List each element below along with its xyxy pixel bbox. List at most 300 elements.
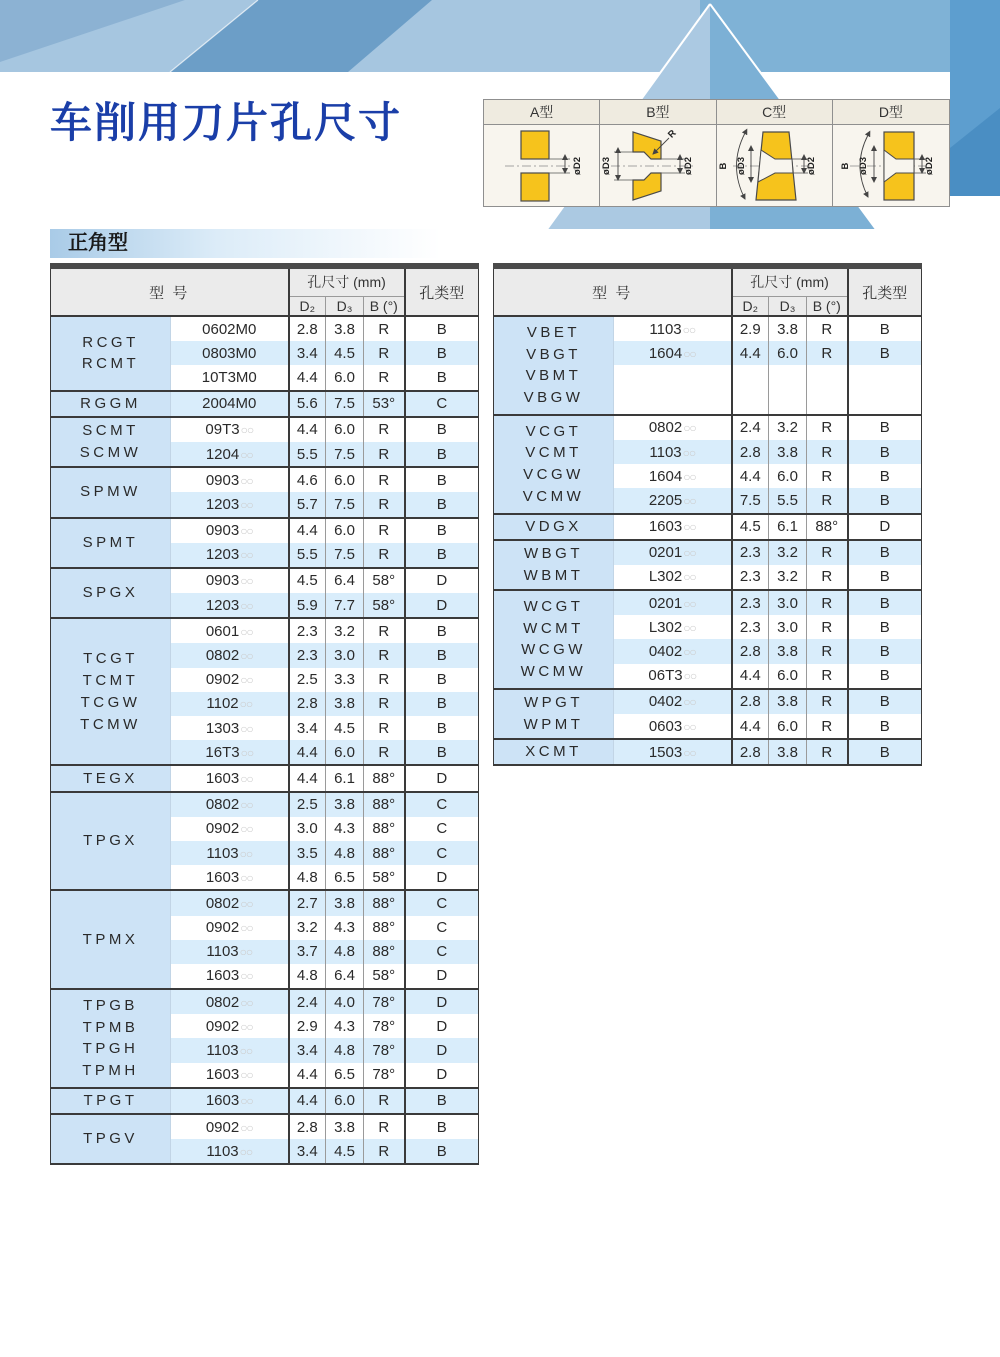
size-cell: [614, 440, 732, 464]
b-angle-value: 88°: [364, 817, 405, 841]
size-placeholder-circles: ○○: [683, 645, 696, 660]
size-cell: [614, 615, 732, 639]
size-cell: [171, 467, 289, 492]
b-angle-value: R: [364, 692, 405, 716]
hole-type-a-drawing: [485, 126, 599, 205]
size-cell: [614, 316, 732, 341]
model-name: WCGT: [523, 597, 584, 615]
hole-type-d-drawing: [834, 126, 948, 205]
b-angle-value: 88°: [364, 916, 405, 940]
d3-value: 3.8: [326, 890, 364, 915]
b-angle-value: R: [364, 1139, 405, 1164]
d3-value: 6.0: [769, 464, 807, 488]
model-name: TPGX: [83, 832, 138, 850]
size-placeholder-circles: ○○: [682, 322, 696, 337]
b-angle-value: R: [364, 492, 405, 517]
size-cell: [614, 590, 732, 615]
d3-value: 6.0: [326, 1088, 364, 1114]
hole-type-b-drawing: [601, 126, 715, 205]
d2-value: 2.8: [732, 689, 769, 714]
size-placeholder-circles: ○○: [240, 574, 253, 589]
size-text: 0201: [648, 544, 683, 562]
size-placeholder-circles: ○○: [240, 473, 253, 488]
size-cell: [171, 593, 289, 618]
hole-type-value: [848, 390, 922, 415]
d2-value: 2.3: [732, 565, 769, 590]
size-placeholder-circles: ○○: [240, 423, 254, 438]
size-text: 1603: [205, 1066, 240, 1084]
d3-value: 4.8: [326, 940, 364, 964]
hole-type-b-label: B型: [600, 100, 715, 125]
size-placeholder-circles: ○○: [682, 445, 696, 460]
d2-value: 3.5: [289, 841, 326, 865]
table-row: [494, 689, 922, 714]
d2-value: 5.5: [289, 543, 326, 568]
d3-value: 6.0: [326, 365, 364, 390]
size-placeholder-circles: ○○: [239, 697, 253, 712]
hole-type-value: B: [436, 719, 447, 737]
d2-value: 2.3: [289, 643, 326, 667]
size-text: 0903: [205, 522, 240, 540]
d2-value: 2.8: [732, 440, 769, 464]
model-group-cell: [51, 1088, 171, 1114]
dim-d2-label: øD2: [923, 157, 935, 175]
size-cell: [171, 765, 289, 791]
size-placeholder-circles: ○○: [240, 598, 253, 613]
d2-value: 2.4: [289, 989, 326, 1014]
hole-type-value: B: [848, 440, 922, 464]
b-angle-value: R: [364, 442, 405, 467]
b-angle-value: 88°: [364, 940, 405, 964]
size-text: 1603: [205, 769, 240, 787]
hole-type-value: D: [405, 568, 479, 593]
model-group-cell: [51, 417, 171, 467]
size-placeholder-circles: ○○: [240, 673, 253, 688]
model-group-cell: [494, 514, 614, 540]
size-text: 0802: [205, 647, 240, 665]
size-cell: [171, 442, 289, 467]
d3-value: 6.0: [326, 740, 364, 765]
size-text: 1103: [206, 943, 239, 961]
table-row: [494, 739, 922, 765]
d2-value: 4.4: [289, 365, 326, 390]
hole-type-value: B: [436, 368, 447, 386]
d3-value: 7.5: [326, 391, 364, 417]
col-header-b-angle: B (°): [364, 296, 405, 316]
size-text: 0902: [205, 820, 240, 838]
size-text: 16T3: [205, 743, 240, 761]
b-angle-value: 58°: [364, 568, 405, 593]
page-title: 车削用刀片孔尺寸: [50, 99, 403, 146]
d3-value: [769, 390, 807, 415]
d2-value: 3.4: [289, 1038, 326, 1062]
size-placeholder-circles: ○○: [683, 745, 696, 760]
size-cell: [614, 714, 732, 739]
hole-type-value: B: [405, 1114, 479, 1139]
model-group-cell: [51, 618, 171, 765]
d3-value: 3.2: [769, 565, 807, 590]
model-group-cell: [51, 467, 171, 517]
size-text: 1303: [205, 719, 240, 737]
d3-value: 3.8: [769, 639, 807, 663]
size-text: 0802: [205, 796, 240, 814]
model-group-cell: [494, 689, 614, 739]
size-cell: [171, 568, 289, 593]
table-row: [494, 415, 922, 440]
b-angle-value: R: [807, 739, 848, 765]
size-text: 1103: [206, 844, 239, 862]
d3-value: 4.8: [326, 841, 364, 865]
size-placeholder-circles: ○○: [240, 896, 253, 911]
model-name: WPMT: [523, 716, 584, 733]
d2-value: 4.8: [289, 865, 326, 890]
b-angle-value: 78°: [364, 1063, 405, 1088]
b-angle-value: R: [364, 543, 405, 568]
size-cell: [171, 1088, 289, 1114]
b-angle-value: 78°: [364, 1014, 405, 1038]
model-name: VCGW: [523, 466, 584, 484]
size-text: 0903: [205, 572, 240, 590]
size-placeholder-circles: ○○: [683, 546, 696, 561]
d2-value: 2.7: [289, 890, 326, 915]
d3-value: 3.8: [326, 792, 364, 817]
d3-value: 3.8: [769, 440, 807, 464]
hole-type-a: [484, 100, 600, 206]
b-angle-value: R: [364, 417, 405, 442]
model-name: TPGB: [83, 996, 138, 1014]
hole-type-value: B: [848, 540, 922, 565]
model-name: RGGM: [80, 394, 141, 412]
size-cell: [171, 365, 289, 390]
size-text: 2205: [648, 491, 683, 509]
hole-type-value: B: [879, 717, 890, 735]
hole-type-value: B: [848, 415, 922, 440]
dim-d2-label: øD2: [682, 157, 694, 175]
size-text: 1203: [205, 546, 240, 564]
b-angle-value: 58°: [364, 865, 405, 890]
model-name: TCGW: [80, 693, 141, 711]
size-cell: [614, 639, 732, 663]
size-text: 10T3M0: [201, 368, 257, 386]
d2-value: 3.2: [289, 916, 326, 940]
hole-type-value: B: [405, 692, 479, 716]
d3-value: 6.4: [326, 568, 364, 593]
d3-value: 3.8: [769, 316, 807, 341]
model-name: WCMT: [523, 619, 584, 637]
insert-hole-table: [493, 263, 922, 766]
model-name: SPMT: [82, 533, 139, 551]
hole-type-value: B: [848, 316, 922, 341]
size-cell: [171, 964, 289, 989]
col-header-hole-type: 孔类型: [405, 266, 479, 316]
model-group-cell: [494, 540, 614, 590]
col-header-d3: D₃: [769, 296, 807, 316]
b-angle-value: R: [807, 714, 848, 739]
model-name: TPMH: [82, 1062, 139, 1080]
hole-type-value: D: [405, 593, 479, 618]
d2-value: 5.5: [289, 442, 326, 467]
d3-value: 6.0: [769, 664, 807, 689]
size-placeholder-circles: ○○: [240, 1019, 253, 1034]
size-placeholder-circles: ○○: [683, 596, 696, 611]
model-name: TPMB: [82, 1018, 139, 1036]
size-placeholder-circles: ○○: [683, 421, 696, 436]
dim-d3-label: øD3: [857, 157, 869, 175]
size-cell: [614, 664, 732, 689]
table-row: [51, 518, 479, 543]
section-header: 正角型: [50, 229, 980, 258]
hole-type-value: D: [436, 868, 448, 886]
size-placeholder-circles: ○○: [683, 695, 696, 710]
hole-type-diagram: [483, 99, 950, 207]
b-angle-value: R: [807, 689, 848, 714]
model-group-cell: [494, 415, 614, 514]
d2-value: 4.4: [289, 740, 326, 765]
b-angle-value: R: [807, 664, 848, 689]
size-cell: [171, 716, 289, 740]
d2-value: 2.5: [289, 668, 326, 692]
size-cell: [171, 1014, 289, 1038]
col-header-d2: D₂: [732, 296, 769, 316]
d3-value: 6.5: [326, 865, 364, 890]
model-name: WPGT: [524, 694, 583, 712]
size-cell: [171, 865, 289, 890]
b-angle-value: R: [364, 316, 405, 341]
insert-table-right: [493, 263, 922, 766]
b-angle-value: R: [364, 1114, 405, 1139]
table-row: [51, 890, 479, 915]
b-angle-value: 53°: [364, 391, 405, 417]
size-text: 0603: [648, 717, 683, 735]
model-group-cell: [51, 391, 171, 417]
d2-value: 4.4: [289, 417, 326, 442]
hole-type-value: C: [436, 820, 448, 838]
size-cell: [171, 518, 289, 543]
size-cell: [171, 668, 289, 692]
d3-value: 3.0: [326, 643, 364, 667]
size-cell: [171, 492, 289, 517]
size-text: 1103: [649, 443, 682, 461]
model-name: RCMT: [81, 355, 140, 373]
table-row: [51, 765, 479, 791]
hole-type-value: C: [405, 841, 479, 865]
model-group-cell: [51, 518, 171, 568]
model-name: VCGT: [525, 422, 582, 440]
size-placeholder-circles: ○○: [240, 649, 253, 664]
d2-value: 4.4: [732, 341, 769, 365]
hole-type-d: [833, 100, 949, 206]
hole-type-value: C: [405, 940, 479, 964]
b-angle-value: 88°: [364, 792, 405, 817]
model-name: WBGT: [524, 545, 583, 563]
size-placeholder-circles: ○○: [240, 798, 253, 813]
size-text: 1103: [206, 1042, 239, 1060]
d3-value: 3.3: [326, 668, 364, 692]
size-placeholder-circles: ○○: [240, 771, 253, 786]
size-cell: [614, 565, 732, 590]
d2-value: 2.5: [289, 792, 326, 817]
d2-value: 2.8: [289, 692, 326, 716]
b-angle-value: R: [364, 716, 405, 740]
d2-value: 5.6: [289, 391, 326, 417]
model-name: RCGT: [82, 333, 139, 351]
hole-type-value: B: [848, 739, 922, 765]
d2-value: [732, 390, 769, 415]
col-header-hole-size: 孔尺寸 (mm): [289, 266, 405, 296]
size-text: 0902: [205, 1118, 240, 1136]
model-group-cell: [51, 568, 171, 618]
d3-value: 4.5: [326, 1139, 364, 1164]
d3-value: 5.5: [769, 488, 807, 513]
hole-type-value: B: [405, 543, 479, 568]
table-row: [494, 514, 922, 540]
hole-type-value: D: [405, 765, 479, 791]
hole-type-value: B: [848, 689, 922, 714]
hole-type-value: B: [879, 467, 890, 485]
d2-value: 4.4: [289, 1088, 326, 1114]
b-angle-value: R: [807, 440, 848, 464]
size-text: 1103: [206, 1142, 239, 1160]
model-name: VCMT: [525, 444, 582, 462]
col-header-model: 型 号: [494, 266, 732, 316]
b-angle-value: R: [364, 365, 405, 390]
d2-value: 4.6: [289, 467, 326, 492]
d3-value: 4.5: [326, 341, 364, 365]
size-placeholder-circles: ○○: [239, 1044, 253, 1059]
col-header-b-angle: B (°): [807, 296, 848, 316]
hole-type-value: B: [405, 740, 479, 765]
b-angle-value: [807, 390, 848, 415]
insert-table-left: [50, 263, 479, 1165]
b-angle-value: R: [807, 415, 848, 440]
d3-value: 3.2: [769, 415, 807, 440]
b-angle-value: R: [807, 565, 848, 590]
size-placeholder-circles: ○○: [239, 846, 253, 861]
d3-value: 6.0: [326, 467, 364, 492]
size-cell: [171, 792, 289, 817]
size-placeholder-circles: ○○: [240, 870, 253, 885]
hole-type-value: B: [405, 442, 479, 467]
b-angle-value: [807, 365, 848, 389]
model-group-cell: [51, 792, 171, 891]
model-group-cell: [494, 590, 614, 689]
model-name: TPGT: [83, 1092, 138, 1110]
d2-value: 4.4: [732, 464, 769, 488]
model-name: VCMW: [522, 487, 585, 505]
size-placeholder-circles: ○○: [683, 719, 696, 734]
size-cell: [171, 940, 289, 964]
col-header-hole-size: 孔尺寸 (mm): [732, 266, 848, 296]
model-name: SPMW: [80, 483, 141, 501]
size-text: 0602M0: [202, 320, 257, 338]
b-angle-value: 88°: [807, 514, 848, 540]
hole-type-d-label: D型: [833, 100, 949, 125]
size-text: 06T3: [648, 667, 683, 685]
hole-type-value: B: [405, 1139, 479, 1164]
hole-type-value: B: [848, 488, 922, 513]
size-cell: [171, 1038, 289, 1062]
b-angle-value: R: [807, 590, 848, 615]
d2-value: 2.9: [732, 316, 769, 341]
dim-d3-label: øD3: [600, 157, 612, 175]
table-row: [51, 1114, 479, 1139]
hole-type-value: B: [405, 518, 479, 543]
hole-type-value: B: [879, 568, 890, 586]
hole-type-value: D: [848, 514, 922, 540]
size-cell: [171, 1114, 289, 1139]
d2-value: 5.9: [289, 593, 326, 618]
model-group-cell: [51, 316, 171, 391]
b-angle-value: 88°: [364, 765, 405, 791]
d3-value: 6.1: [326, 765, 364, 791]
b-angle-value: R: [364, 618, 405, 643]
b-angle-value: R: [364, 643, 405, 667]
size-text: 0201: [648, 594, 683, 612]
d3-value: 6.0: [326, 518, 364, 543]
hole-type-value: B: [405, 417, 479, 442]
hole-type-value: B: [879, 667, 890, 685]
b-angle-value: R: [364, 668, 405, 692]
col-header-model: 型 号: [51, 266, 289, 316]
size-placeholder-circles: ○○: [683, 620, 696, 635]
model-name: VBET: [526, 323, 581, 341]
d2-value: 2.4: [732, 415, 769, 440]
hole-type-value: C: [405, 391, 479, 417]
size-text: 0902: [205, 671, 240, 689]
size-text: 1103: [649, 320, 682, 338]
size-text: L302: [648, 618, 683, 636]
hole-type-c: [717, 100, 833, 206]
size-cell: [171, 391, 289, 417]
size-text: 1503: [648, 743, 683, 761]
col-header-d3: D₃: [326, 296, 364, 316]
size-cell: [614, 365, 732, 389]
size-cell: [171, 817, 289, 841]
d2-value: 2.8: [289, 316, 326, 341]
size-placeholder-circles: ○○: [240, 497, 253, 512]
d2-value: 2.8: [289, 1114, 326, 1139]
size-cell: [614, 514, 732, 540]
b-angle-value: R: [364, 518, 405, 543]
insert-hole-table: [50, 263, 479, 1165]
table-row: [51, 467, 479, 492]
hole-type-value: B: [879, 618, 890, 636]
dim-r-label: R: [665, 127, 679, 141]
d3-value: 6.0: [769, 714, 807, 739]
b-angle-value: 88°: [364, 841, 405, 865]
model-group-cell: [494, 316, 614, 415]
size-placeholder-circles: ○○: [240, 524, 253, 539]
model-name: WCMW: [520, 663, 587, 681]
d2-value: 3.0: [289, 817, 326, 841]
d2-value: 4.5: [289, 568, 326, 593]
dim-d2-label: øD2: [571, 157, 583, 175]
size-placeholder-circles: ○○: [240, 1068, 253, 1083]
size-placeholder-circles: ○○: [683, 493, 696, 508]
d3-value: 7.7: [326, 593, 364, 618]
table-row: [51, 568, 479, 593]
hole-type-c-drawing: [717, 126, 831, 205]
size-text: 2004M0: [202, 395, 257, 413]
hole-type-value: B: [405, 618, 479, 643]
hole-type-c-label: C型: [717, 100, 832, 125]
table-header: [51, 266, 479, 316]
d3-value: 3.2: [769, 540, 807, 565]
d3-value: 7.5: [326, 492, 364, 517]
size-text: 1603: [648, 518, 683, 536]
size-text: 0601: [205, 622, 240, 640]
dim-b-label: B: [718, 162, 730, 170]
